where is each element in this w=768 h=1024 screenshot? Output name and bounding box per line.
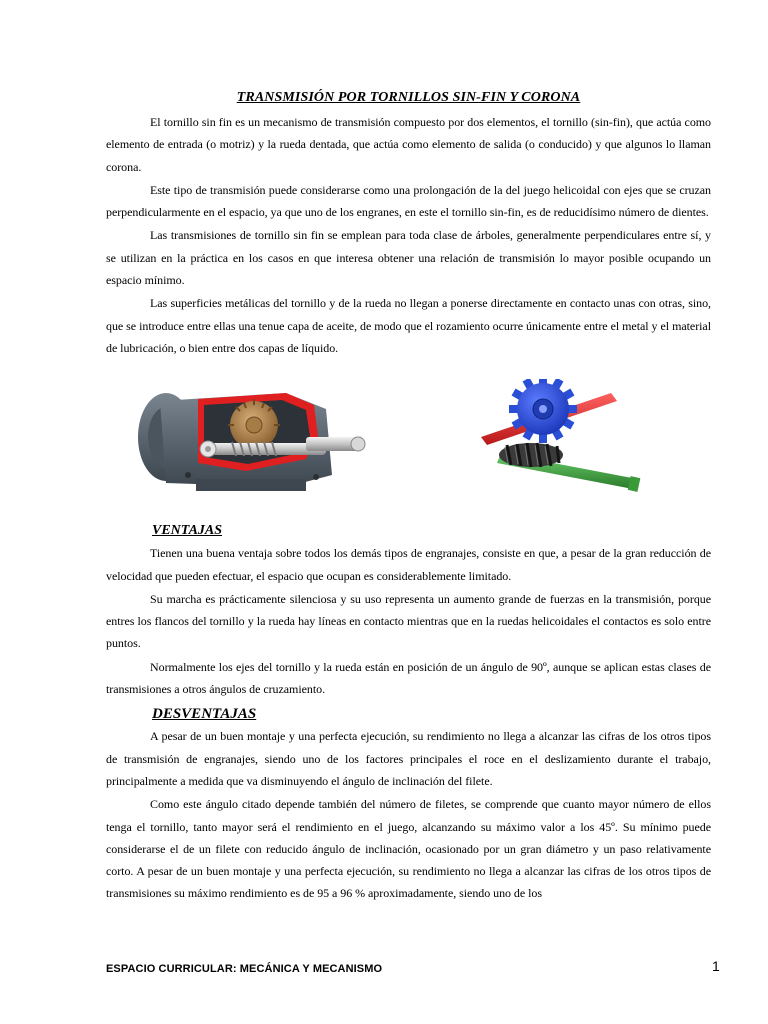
- intro-paragraph: Este tipo de transmisión puede considerarse como una prolongación de la del juego helicoidal con ejes que se cruzan perpendicularmente en el espacio, ya que uno de los engranes, en este el tornillo sin-fin, es de reducidísimo número de dientes.: [106, 182, 711, 220]
- intro-paragraph: Las superficies metálicas del tornillo y de la rueda no llegan a ponerse directamente en contacto unas con otras, sino, que se introduce entre ellas una tenue capa de aceite, de modo que el rozamiento ocurre únicamente entre el metal y el material de lubricación, o bien entre dos capas de líquido.: [106, 296, 711, 355]
- desventajas-heading: DESVENTAJAS: [152, 706, 257, 723]
- worm-gearbox-cutaway-image: [136, 379, 366, 497]
- document-body: [106, 90, 711, 906]
- intro-paragraph: El tornillo sin fin es un mecanismo de transmisión compuesto por dos elementos, el tornillo (sin-fin), que actúa como elemento de entrada (o motriz) y la rueda dentada, que actúa como elemento de salida (o conducido) y que algunos lo llaman corona.: [106, 115, 711, 174]
- worm-and-wheel-gears-image: [461, 379, 651, 499]
- desventajas-paragraph: Como este ángulo citado depende también del número de filetes, se comprende que cuanto mayor número de ellos tenga el tornillo, tanto mayor será el rendimiento en el juego, alcanzando su máximo valor a los 45º. Su mínimo puede considerarse el de un filete con reducido ángulo de inclinación, ocasionado por un gran diámetro y un paso relativamente corto. A pesar de un buen montaje y una perfecta ejecución, su rendimiento no llega a alcanzar las cifras de los otros tipos de transmisiones su máximo rendimiento es de 95 a 96 % aproximadamente, siendo uno de los: [106, 797, 711, 901]
- footer-course-title: ESPACIO CURRICULAR: MECÁNICA Y MECANISMO: [106, 963, 383, 975]
- ventajas-heading: VENTAJAS: [152, 523, 223, 539]
- ventajas-paragraph: Normalmente los ejes del tornillo y la rueda están en posición de un ángulo de 90º, aunque se aplican estas clases de transmisiones a otros ángulos de cruzamiento.: [106, 659, 711, 697]
- document-title: TRANSMISIÓN POR TORNILLOS SIN-FIN Y CORONA: [236, 90, 581, 105]
- ventajas-paragraph: Tienen una buena ventaja sobre todos los demás tipos de engranajes, consiste en que, a pesar de la gran reducción de velocidad que pueden efectuar, el espacio que ocupan es considerablemente limitado.: [106, 546, 711, 583]
- desventajas-paragraph: A pesar de un buen montaje y una perfecta ejecución, su rendimiento no llega a alcanzar las cifras de los otros tipos de transmisión de engranajes, siendo uno de los factores principales el roce en el deslizamiento durante el trabajo, principalmente a medida que va disminuyendo el ángulo de inclinación del filete.: [106, 729, 711, 788]
- page-number: 1: [712, 958, 720, 974]
- figures-row: [106, 379, 711, 507]
- ventajas-paragraph: Su marcha es prácticamente silenciosa y su uso representa un aumento grande de fuerzas en la transmisión, porque entres los flancos del tornillo y la rueda hay líneas en contacto mientras que en la ruedas helicoidales el contactos es solo entre puntos.: [106, 591, 711, 651]
- intro-paragraph: Las transmisiones de tornillo sin fin se emplean para toda clase de árboles, generalmente perpendiculares entre sí, y se utilizan en la práctica en los casos en que interesa obtener una relación de transmisión lo mayor posible ocupando un espacio mínimo.: [106, 228, 711, 288]
